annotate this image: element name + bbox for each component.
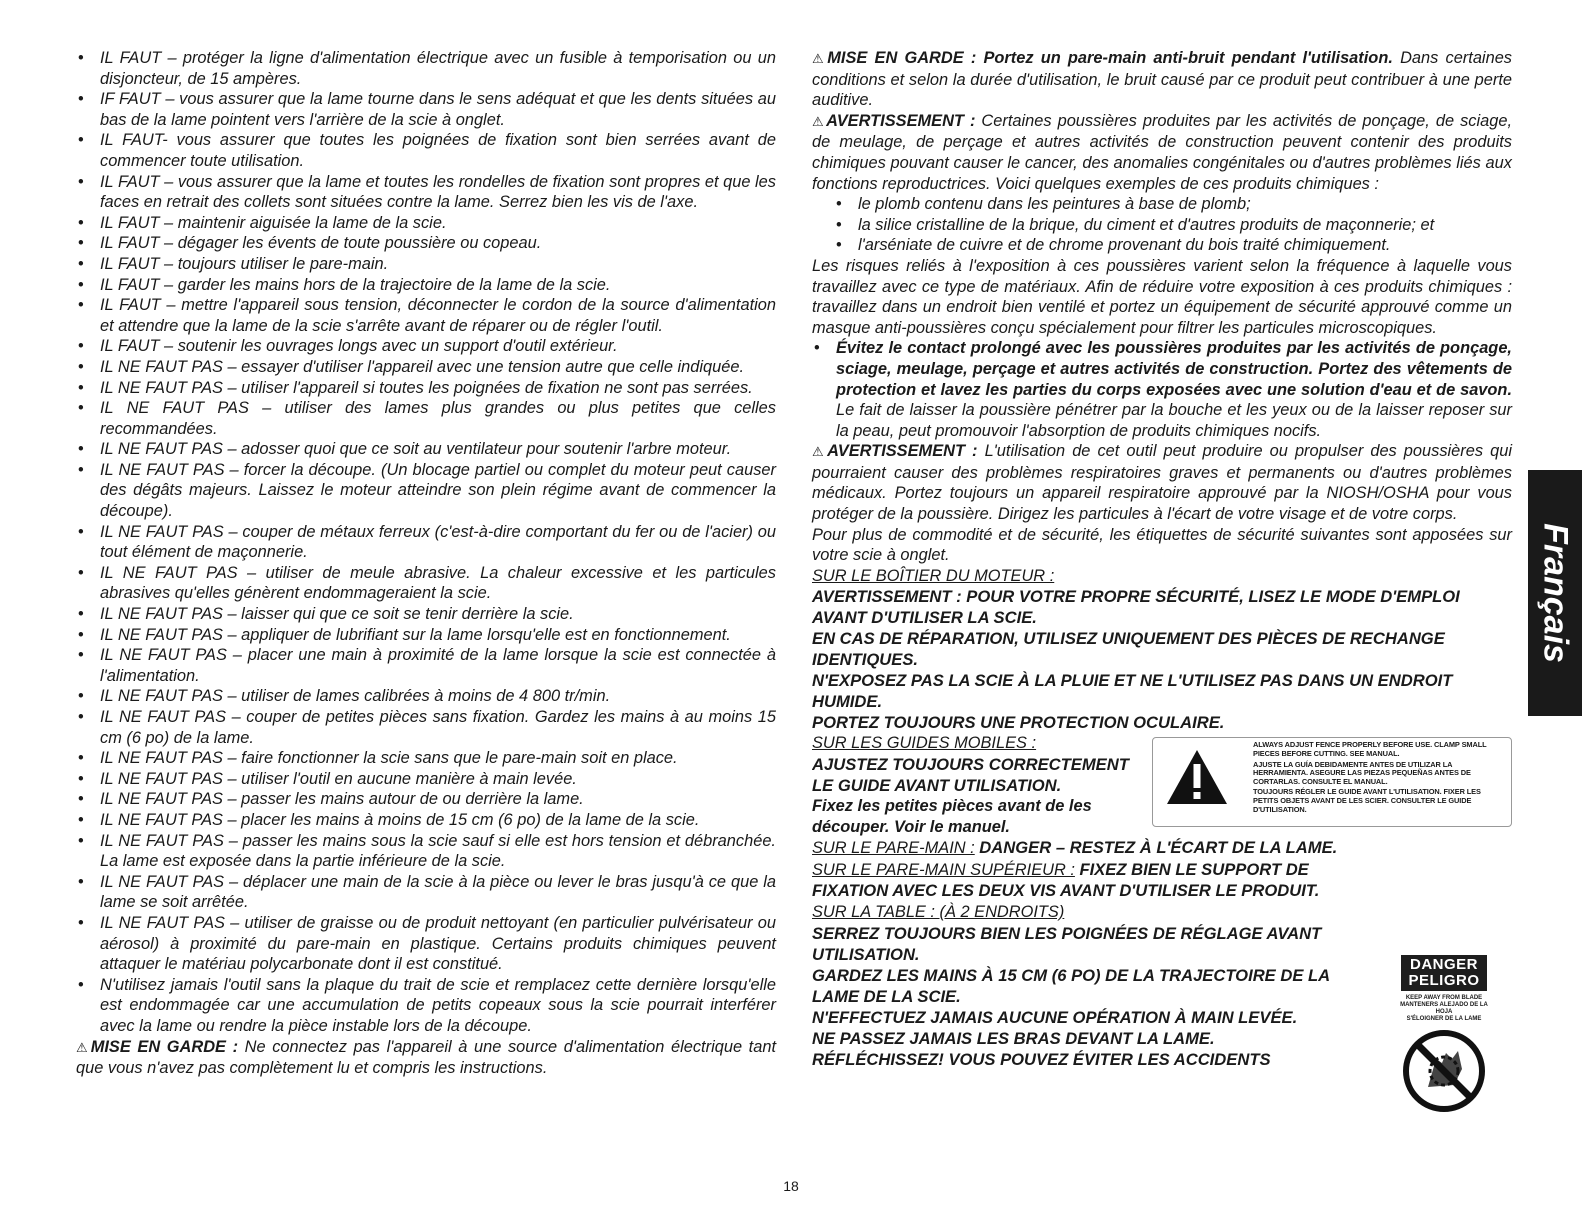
guard-section bbox=[812, 837, 1372, 1069]
safety-list bbox=[76, 48, 776, 1037]
labels-intro: Pour plus de commodité et de sécurité, les étiquettes de sécurité suivantes sont apposées sur votre scie à onglet. bbox=[812, 525, 1512, 565]
list-item: • IL NE FAUT PAS – utiliser de meule abrasive. La chaleur excessive et les particules abrasives qu'elles génèrent endommageraient la scie. bbox=[76, 563, 776, 604]
caution-text: Ne connectez pas l'appareil à une source d'alimentation électrique tant que vous n'avez pas complètement lu et compris les instructions. bbox=[76, 1037, 777, 1078]
respiratory-warning bbox=[812, 441, 1512, 524]
list-item: • IL NE FAUT PAS – utiliser des lames plus grandes ou plus petites que celles recommandées. bbox=[76, 398, 776, 439]
respiratory-warning-text: L'utilisation de cet outil peut produire ou propulser des poussières qui pourraient causer des problèmes respiratoires graves et permanents ou d'autres problèmes médicaux. Portez toujours un appareil respiratoire approuvé par la NIOSH/OSHA pour vous protéger de la poussière. Dirigez les particules à l'écart de votre visage et de votre corps. bbox=[812, 442, 1512, 524]
dust-warning-text: Certaines poussières produites par les activités de ponçage, de sciage, de meulage, de perçage et autres activités de construction peuvent contenir des produits chimiques pouvant causer le cancer, des anomalies congénitales ou d'autres problèmes liés aux fonctions reproductrices. Voici quelques exemples de ces produits chimiques : bbox=[812, 111, 1513, 193]
avoid-bold: Évitez le contact prolongé avec les poussières produites par les activités de ponçage, sciage, meulage, perçage et autres activités de construction. Portez des vêtements de protection et lavez les parties du corps exposées avec une solution d'eau et de savon. bbox=[836, 339, 1512, 399]
list-item: • IL NE FAUT PAS – déplacer une main de la scie à la pièce ou lever le bras jusqu'à ce que la lame se soit arrêtée. bbox=[76, 872, 776, 913]
list-item: • IL FAUT – dégager les évents de toute poussière ou copeau. bbox=[76, 233, 776, 254]
list-item: • IL FAUT – soutenir les ouvrages longs avec un support d'outil extérieur. bbox=[76, 336, 776, 357]
warning-icon: ⚠ bbox=[812, 444, 827, 460]
danger-word: DANGER bbox=[1409, 956, 1478, 973]
noise-caution-text: Dans certaines conditions et selon la durée d'utilisation, le bruit causé par ce produit peut contribuer à une perte auditive. bbox=[812, 49, 1513, 110]
table-line: RÉFLÉCHISSEZ! VOUS POUVEZ ÉVITER LES ACCIDENTS bbox=[812, 1049, 1271, 1069]
upper-guard-heading: SUR LE PARE-MAIN SUPÉRIEUR : bbox=[812, 860, 1075, 879]
list-item: • IF FAUT – vous assurer que la lame tourne dans le sens adéquat et que les dents situées au bas de la lame pointent vers l'arrière de la scie à onglet. bbox=[76, 89, 776, 130]
upper-guard-text: FIXEZ BIEN LE SUPPORT DE FIXATION AVEC LES DEUX VIS AVANT D'UTILISER LE PRODUIT. bbox=[812, 859, 1320, 901]
list-item bbox=[812, 338, 1512, 441]
avoid-list bbox=[812, 338, 1512, 441]
table-line: GARDEZ LES MAINS À 15 CM (6 PO) DE LA TRAJECTOIRE DE LA LAME DE LA SCIE. bbox=[812, 965, 1330, 1006]
list-item: • l'arséniate de cuivre et de chrome provenant du bois traité chimiquement. bbox=[812, 235, 1512, 256]
upper-guard-line bbox=[812, 859, 1372, 902]
list-item: • IL NE FAUT PAS – utiliser l'appareil si toutes les poignées de fixation ne sont pas serrées. bbox=[76, 378, 776, 399]
page-number: 18 bbox=[783, 1178, 799, 1194]
list-item: • la silice cristalline de la brique, du ciment et d'autres produits de maçonnerie; et bbox=[812, 215, 1512, 236]
list-item: • IL NE FAUT PAS – forcer la découpe. (Un blocage partiel ou complet du moteur peut causer des dégâts majeurs. Laissez le moteur atteindre son plein régime avant de commencer la découpe). bbox=[76, 460, 776, 522]
dust-warning bbox=[812, 111, 1512, 194]
list-item: • IL NE FAUT PAS – utiliser l'outil en aucune manière à main levée. bbox=[76, 769, 776, 790]
right-column bbox=[812, 48, 1512, 1070]
fence-heading: SUR LES GUIDES MOBILES : bbox=[812, 734, 1037, 753]
list-item: • IL FAUT – mettre l'appareil sous tension, déconnecter le cordon de la source d'alimentation et attendre que la lame de la scie s'arrête avant de réparer ou de régler l'outil. bbox=[76, 295, 776, 336]
avoid-text: Le fait de laisser la poussière pénétrer par la bouche et les yeux ou de la laisser reposer sur la peau, peut promouvoir l'absorption de produits chimiques nocifs. bbox=[836, 401, 1512, 440]
warning-icon: ⚠ bbox=[812, 51, 827, 66]
caution-paragraph bbox=[76, 1037, 776, 1079]
list-item: • IL FAUT – protéger la ligne d'alimentation électrique avec un fusible à temporisation ou un disjoncteur, de 15 ampères. bbox=[76, 48, 776, 89]
motor-line: AVERTISSEMENT : POUR VOTRE PROPRE SÉCURITÉ, LISEZ LE MODE D'EMPLOI AVANT D'UTILISER LA SCIE. bbox=[812, 587, 1460, 628]
respiratory-warning-label: AVERTISSEMENT : bbox=[827, 442, 978, 461]
list-item: • IL NE FAUT PAS – placer les mains à moins de 15 cm (6 po) de la lame de la scie. bbox=[76, 810, 776, 831]
motor-heading: SUR LE BOÎTIER DU MOTEUR : bbox=[812, 566, 1055, 585]
caution-label: MISE EN GARDE : bbox=[90, 1037, 239, 1056]
list-item: • IL NE FAUT PAS – laisser qui que ce soit se tenir derrière la scie. bbox=[76, 604, 776, 625]
left-column bbox=[76, 48, 776, 1079]
list-item: • IL NE FAUT PAS – passer les mains autour de ou derrière la lame. bbox=[76, 789, 776, 810]
motor-line: N'EXPOSEZ PAS LA SCIE À LA PLUIE ET NE L'UTILISEZ PAS DANS UN ENDROIT HUMIDE. bbox=[812, 671, 1453, 712]
dust-warning-label: AVERTISSEMENT : bbox=[826, 111, 976, 130]
list-item: • IL NE FAUT PAS – placer une main à proximité de la lame lorsque la scie est connectée à l'alimentation. bbox=[76, 645, 776, 686]
list-item: • IL FAUT – vous assurer que la lame et toutes les rondelles de fixation sont propres et que les faces en retrait des collets sont situées contre la lame. Serrez bien les vis de l'axe. bbox=[76, 172, 776, 213]
list-item: • IL NE FAUT PAS – essayer d'utiliser l'appareil avec une tension autre que celle indiquée. bbox=[76, 357, 776, 378]
motor-line: EN CAS DE RÉPARATION, UTILISEZ UNIQUEMENT DES PIÈCES DE RECHANGE IDENTIQUES. bbox=[812, 629, 1445, 670]
label-text-es: AJUSTE LA GUÍA DEBIDAMENTE ANTES DE UTILIZAR LA HERRAMIENTA. ASEGURE LAS PIEZAS PEQUEÑAS ANTES DE CORTARLAS. CONSULTE EL MANUAL. bbox=[1253, 759, 1471, 786]
list-item: • IL FAUT – garder les mains hors de la trajectoire de la lame de la scie. bbox=[76, 275, 776, 296]
language-tab bbox=[1528, 470, 1582, 716]
danger-label bbox=[1394, 955, 1494, 1118]
guard-heading: SUR LE PARE-MAIN : bbox=[812, 839, 975, 858]
danger-small-line: KEEP AWAY FROM BLADE bbox=[1405, 995, 1483, 1001]
danger-small-text bbox=[1394, 995, 1494, 1023]
warning-icon: ⚠ bbox=[76, 1039, 90, 1055]
noise-caution bbox=[812, 48, 1512, 111]
list-item: • IL NE FAUT PAS – couper de petites pièces sans fixation. Gardez les mains à au moins 15 cm (6 po) de la lame. bbox=[76, 707, 776, 748]
danger-small-line: MANTENERS ALEJADO DE LA HOJA bbox=[1400, 1002, 1488, 1015]
list-item: • IL NE FAUT PAS – faire fonctionner la scie sans que le pare-main soit en place. bbox=[76, 748, 776, 769]
list-item: • IL FAUT – toujours utiliser le pare-main. bbox=[76, 254, 776, 275]
list-item: • IL NE FAUT PAS – utiliser de graisse ou de produit nettoyant (en particulier pulvérisateur ou aérosol) à proximité du pare-main en plastique. Certains produits chimiques peuvent attaquer le matériau polycarbonate dont il est constitué. bbox=[76, 913, 776, 975]
danger-badge bbox=[1401, 955, 1487, 991]
peligro-word: PELIGRO bbox=[1408, 972, 1480, 989]
language-tab-label: Français bbox=[1536, 523, 1575, 663]
label-text-fr: TOUJOURS RÉGLER LE GUIDE AVANT L'UTILISATION. FIXER LES PETITS OBJETS AVANT DE LES SCIER. CONSULTER LE GUIDE D'UTILISATION. bbox=[1253, 787, 1481, 814]
no-hands-icon bbox=[1402, 1029, 1486, 1113]
list-item: • le plomb contenu dans les peintures à base de plomb; bbox=[812, 194, 1512, 215]
chemical-list bbox=[812, 194, 1512, 256]
list-item: • IL NE FAUT PAS – appliquer de lubrifiant sur la lame lorsqu'elle est en fonctionnement. bbox=[76, 625, 776, 646]
guard-line bbox=[812, 837, 1372, 859]
list-item: • IL NE FAUT PAS – passer les mains sous la scie sauf si elle est hors tension et débranchée. La lame est exposée dans la partie inférieure de la scie. bbox=[76, 831, 776, 872]
table-heading: SUR LA TABLE : (À 2 ENDROITS) bbox=[812, 903, 1065, 921]
table-line: N'EFFECTUEZ JAMAIS AUCUNE OPÉRATION À MAIN LEVÉE. bbox=[812, 1007, 1298, 1027]
label-text bbox=[1253, 741, 1503, 816]
warning-triangle-icon bbox=[1165, 748, 1229, 806]
fence-safety-label bbox=[1152, 737, 1512, 827]
risk-paragraph: Les risques reliés à l'exposition à ces poussières varient selon la fréquence à laquelle vous travaillez avec ce type de matériaux. Afin de réduire votre exposition à ces produits chimiques : travaillez dans un endroit bien ventilé et portez un équipement de sécurité approuvé comme un masque anti-poussières conçu spécialement pour filtrer les particules microscopiques. bbox=[812, 256, 1512, 337]
fence-bold: AJUSTEZ TOUJOURS CORRECTEMENT LE GUIDE AVANT UTILISATION. bbox=[812, 755, 1129, 796]
list-item: • IL FAUT- vous assurer que toutes les poignées de fixation sont bien serrées avant de commencer toute utilisation. bbox=[76, 130, 776, 171]
list-item: • IL FAUT – maintenir aiguisée la lame de la scie. bbox=[76, 213, 776, 234]
guard-text: DANGER – RESTEZ À L'ÉCART DE LA LAME. bbox=[979, 838, 1338, 858]
table-line: SERREZ TOUJOURS BIEN LES POIGNÉES DE RÉGLAGE AVANT UTILISATION. bbox=[812, 923, 1322, 964]
danger-small-line: S'ÉLOIGNER DE LA LAME bbox=[1406, 1016, 1482, 1022]
motor-line: PORTEZ TOUJOURS UNE PROTECTION OCULAIRE. bbox=[812, 713, 1225, 733]
list-item: • IL NE FAUT PAS – couper de métaux ferreux (c'est-à-dire comportant du fer ou de l'acier) ou tout élément de maçonnerie. bbox=[76, 522, 776, 563]
warning-icon: ⚠ bbox=[812, 113, 826, 129]
fence-text: Fixez les petites pièces avant de les découper. Voir le manuel. bbox=[812, 797, 1092, 836]
fence-section bbox=[812, 733, 1512, 837]
noise-caution-label: MISE EN GARDE : Portez un pare-main anti-bruit pendant l'utilisation. bbox=[827, 49, 1393, 67]
list-item: • IL NE FAUT PAS – adosser quoi que ce soit au ventilateur pour soutenir l'arbre moteur. bbox=[76, 439, 776, 460]
list-item: • N'utilisez jamais l'outil sans la plaque du trait de scie et remplacez cette dernière lorsqu'elle est endommagée car une accumulation de petits copeaux sous la scie pourrait interférer avec la lame ou rendre la pièce instable lors de la découpe. bbox=[76, 975, 776, 1037]
table-line: NE PASSEZ JAMAIS LES BRAS DEVANT LA LAME. bbox=[812, 1028, 1215, 1048]
list-item: • IL NE FAUT PAS – utiliser de lames calibrées à moins de 4 800 tr/min. bbox=[76, 686, 776, 707]
label-text-en: ALWAYS ADJUST FENCE PROPERLY BEFORE USE. CLAMP SMALL PIECES BEFORE CUTTING. SEE MANUAL. bbox=[1253, 740, 1487, 759]
